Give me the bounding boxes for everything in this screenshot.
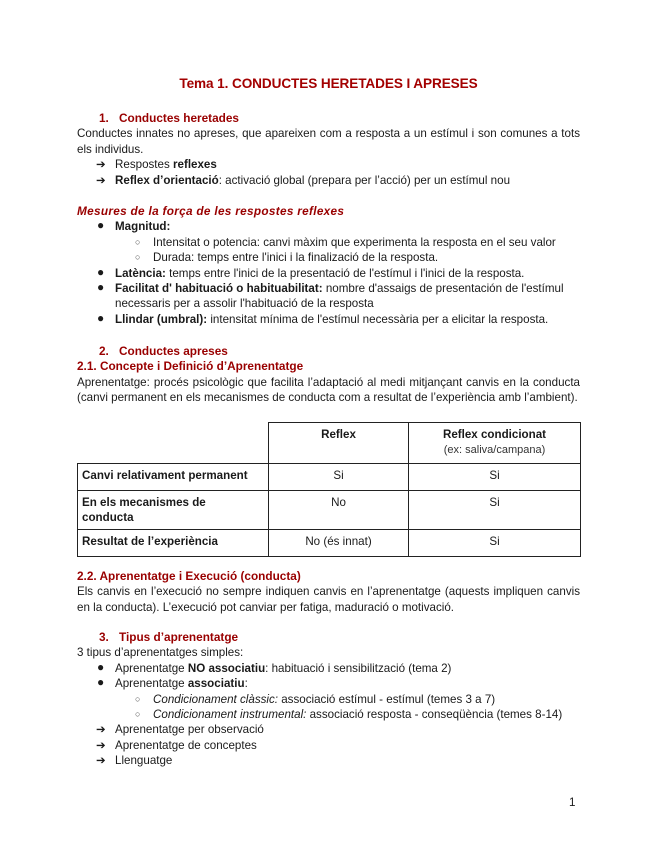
table-corner-cell: [78, 423, 269, 464]
bullet-icon: ●: [97, 264, 105, 279]
subsection-2-1-text: Aprenentatge: procés psicològic que facilita l’adaptació al medi mitjançant canvis en la conducta (canvi permanent en els mecanismes de conducta com a resultat de l’experiència amb l’ambient).: [77, 375, 580, 405]
list-item: ➔ Reflex d’orientació: activació global (prepara per l’acció) per un estímul nou: [96, 173, 511, 187]
subsection-2-2-text: Els canvis en l’execució no sempre indiquen canvis en l’aprenentatge (aquests impliquen canvis en la conducta). L’execució pot canviar per fatiga, maduració o motivació.: [77, 585, 580, 614]
section-3-list: [77, 661, 580, 769]
circle-bullet-icon: ○: [135, 709, 141, 720]
bullet-icon: ●: [97, 659, 105, 674]
table-header-note: (ex: saliva/campana): [443, 443, 546, 456]
section-1-heading: 1. Conductes heretades: [99, 111, 239, 125]
section-1-intro: Conductes innates no apreses, que apareixen com a resposta a un estímul i son comunes a tots els individus.: [77, 127, 580, 156]
table-cell: No (és innat): [269, 530, 409, 557]
arrow-icon: ➔: [96, 158, 106, 172]
sub-list-item: ○ Condicionament clàssic: associació estímul - estímul (temes 3 a 7): [135, 692, 496, 706]
arrow-icon: ➔: [96, 723, 106, 737]
section-3-heading: 3. Tipus d’aprenentatge: [99, 630, 239, 644]
bullet-icon: ●: [97, 310, 105, 325]
sub-list-item: ○ Condicionament instrumental: associació resposta - conseqüència (temes 8-14): [135, 708, 563, 722]
table-cell: No: [269, 491, 409, 530]
list-item: ● Latència: temps entre l'inici de la presentació de l'estímul i l'inici de la resposta.: [97, 264, 525, 280]
list-item: ➔ Aprenentatge de conceptes: [96, 738, 257, 752]
bullet-icon: ●: [97, 280, 105, 295]
list-item: ➔ Aprenentatge per observació: [96, 723, 264, 737]
list-item: ➔ Respostes reflexes: [96, 158, 217, 172]
subsection-2-1-heading: 2.1. Concepte i Definició d’Aprenentatge: [77, 359, 304, 374]
page-title: Tema 1. CONDUCTES HERETADES I APRESES: [179, 76, 478, 91]
section-1-arrow-list: [77, 157, 580, 188]
table-cell: Si: [409, 464, 581, 491]
table-row-label: Canvi relativament permanent: [78, 464, 269, 491]
table-cell: Si: [409, 530, 581, 557]
bullet-icon: ●: [97, 218, 105, 233]
table-header-cell: Reflex condicionat (ex: saliva/campana): [409, 423, 581, 464]
measures-heading: Mesures de la força de les respostes reflexes: [77, 204, 345, 218]
table-header-cell: Reflex: [269, 423, 409, 464]
page-number: 1: [569, 796, 576, 809]
list-item: ➔ Llenguatge: [96, 754, 173, 768]
section-3-intro: 3 tipus d’aprenentatges simples:: [77, 646, 244, 660]
arrow-icon: ➔: [96, 173, 106, 187]
sub-list-item: ○ Intensitat o potencia: canvi màxim que experimenta la resposta en el seu valor: [135, 235, 556, 249]
sub-list-item: ○ Durada: temps entre l'inici i la finalizació de la resposta.: [135, 251, 439, 265]
table-cell: Si: [269, 464, 409, 491]
table-row: [78, 491, 581, 530]
table-row-label: Resultat de l’experiència: [78, 530, 269, 557]
table-cell: Si: [409, 491, 581, 530]
arrow-icon: ➔: [96, 738, 106, 752]
circle-bullet-icon: ○: [135, 693, 141, 704]
circle-bullet-icon: ○: [135, 252, 141, 263]
measures-list: [77, 219, 580, 327]
section-2-heading: 2. Conductes apreses: [99, 344, 228, 358]
list-item: ● Aprenentatge associatiu:: [97, 675, 248, 691]
table-row: [78, 530, 581, 557]
bullet-icon: ●: [97, 675, 105, 690]
list-item: ● Magnitud:: [97, 218, 171, 234]
circle-bullet-icon: ○: [135, 236, 141, 247]
table-row-label: En els mecanismes de conducta: [78, 491, 269, 530]
list-item: ● Facilitat d' habituació o habituabilitat: nombre d'assaigs de presentación de l'estímul necessaris per a assolir l'habituació de la resposta: [97, 280, 564, 311]
table-row: [78, 464, 581, 491]
table-header-row: [78, 423, 581, 464]
arrow-icon: ➔: [96, 754, 106, 768]
list-item: ● Llindar (umbral): intensitat mínima de l'estímul necessària per a elicitar la resposta.: [97, 310, 549, 326]
list-item: ● Aprenentatge NO associatiu: habituació i sensibilització (tema 2): [97, 659, 452, 675]
subsection-2-2-heading: 2.2. Aprenentatge i Execució (conducta): [77, 569, 301, 583]
comparison-table: [77, 422, 581, 557]
